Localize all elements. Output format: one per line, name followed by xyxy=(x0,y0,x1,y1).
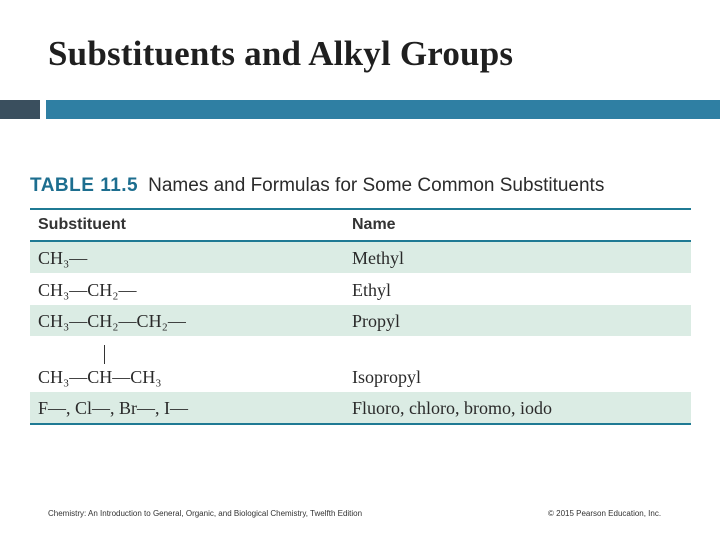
table-rule-bottom xyxy=(30,423,691,425)
isopropyl-bond-line xyxy=(104,345,105,364)
table-row-methyl xyxy=(30,242,691,273)
substituent-name: Methyl xyxy=(352,248,404,268)
table-row-halogens xyxy=(30,392,691,423)
table-row-isopropyl xyxy=(30,336,691,392)
substituent-name: Propyl xyxy=(352,311,401,331)
accent-bar-large xyxy=(46,100,720,119)
footer-copyright: © 2015 Pearson Education, Inc. xyxy=(548,509,662,518)
slide-title: Substituents and Alkyl Groups xyxy=(48,34,514,73)
accent-bar-small xyxy=(0,100,40,119)
table-heading xyxy=(30,175,604,197)
substituent-name: Ethyl xyxy=(352,280,391,300)
substituent-formula: F—, Cl—, Br—, I— xyxy=(38,398,189,418)
substituent-formula: CH₃—CH₂— xyxy=(38,280,137,300)
substituent-formula: CH₃—CH—CH₃ xyxy=(38,367,162,387)
table-row-propyl xyxy=(30,305,691,336)
substituent-formula: CH₃—CH₂—CH₂— xyxy=(38,311,186,331)
footer-source: Chemistry: An Introduction to General, Organic, and Biological Chemistry, Twelfth Edition xyxy=(48,509,363,518)
table-caption: Names and Formulas for Some Common Substituents xyxy=(148,175,605,196)
table-label: TABLE 11.5 xyxy=(30,175,139,196)
table-row-ethyl xyxy=(30,273,691,305)
column-header-substituent: Substituent xyxy=(38,216,126,233)
table-rule-top xyxy=(30,208,691,210)
column-header-name: Name xyxy=(352,216,396,233)
substituent-name: Isopropyl xyxy=(352,367,421,387)
substituent-formula: CH₃— xyxy=(38,248,88,268)
substituent-name: Fluoro, chloro, bromo, iodo xyxy=(352,398,552,418)
